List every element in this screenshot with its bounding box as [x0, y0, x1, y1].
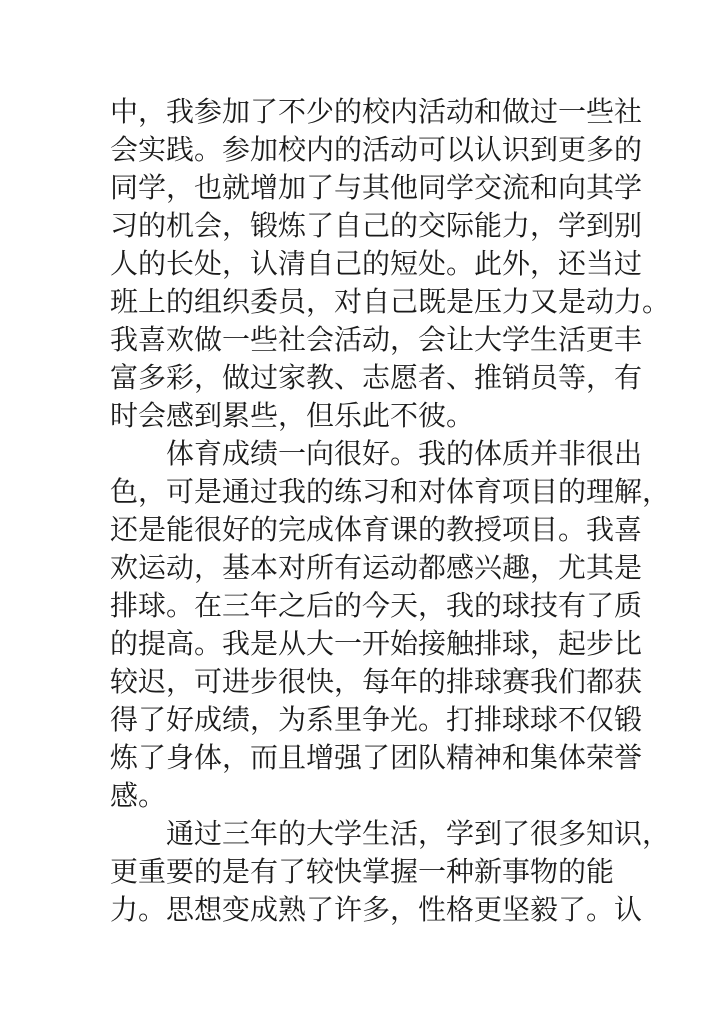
text-line: 得了好成绩，为系里争光。打排球球不仅锻 — [110, 703, 643, 736]
text-line: 还是能很好的完成体育课的教授项目。我喜 — [110, 513, 643, 546]
text-line: 感。 — [110, 779, 167, 812]
text-line: 我喜欢做一些社会活动，会让大学生活更丰 — [110, 323, 643, 356]
text-line: 欢运动，基本对所有运动都感兴趣，尤其是 — [110, 551, 643, 584]
text-line: 排球。在三年之后的今天，我的球技有了质 — [110, 589, 643, 622]
text-line: 时会感到累些，但乐此不彼。 — [110, 399, 475, 432]
text-line: 班上的组织委员，对自己既是压力又是动力。 — [110, 285, 671, 318]
text-line: 的提高。我是从大一开始接触排球，起步比 — [110, 627, 643, 660]
text-line: 力。思想变成熟了许多，性格更坚毅了。认 — [110, 893, 643, 926]
text-line: 人的长处，认清自己的短处。此外，还当过 — [110, 247, 643, 280]
text-line: 习的机会，锻炼了自己的交际能力，学到别 — [110, 209, 643, 242]
text-line: 会实践。参加校内的活动可以认识到更多的 — [110, 133, 643, 166]
paragraph-first-line: 体育成绩一向很好。我的体质并非很出 — [166, 437, 643, 470]
text-line: 中，我参加了不少的校内活动和做过一些社 — [110, 95, 643, 128]
text-line: 色，可是通过我的练习和对体育项目的理解， — [110, 475, 671, 508]
text-line: 同学，也就增加了与其他同学交流和向其学 — [110, 171, 643, 204]
text-line: 更重要的是有了较快掌握一种新事物的能 — [110, 855, 615, 888]
paragraph-first-line: 通过三年的大学生活，学到了很多知识， — [166, 817, 671, 850]
text-line: 较迟，可进步很快，每年的排球赛我们都获 — [110, 665, 643, 698]
text-line: 炼了身体，而且增强了团队精神和集体荣誉 — [110, 741, 643, 774]
text-line: 富多彩，做过家教、志愿者、推销员等，有 — [110, 361, 643, 394]
